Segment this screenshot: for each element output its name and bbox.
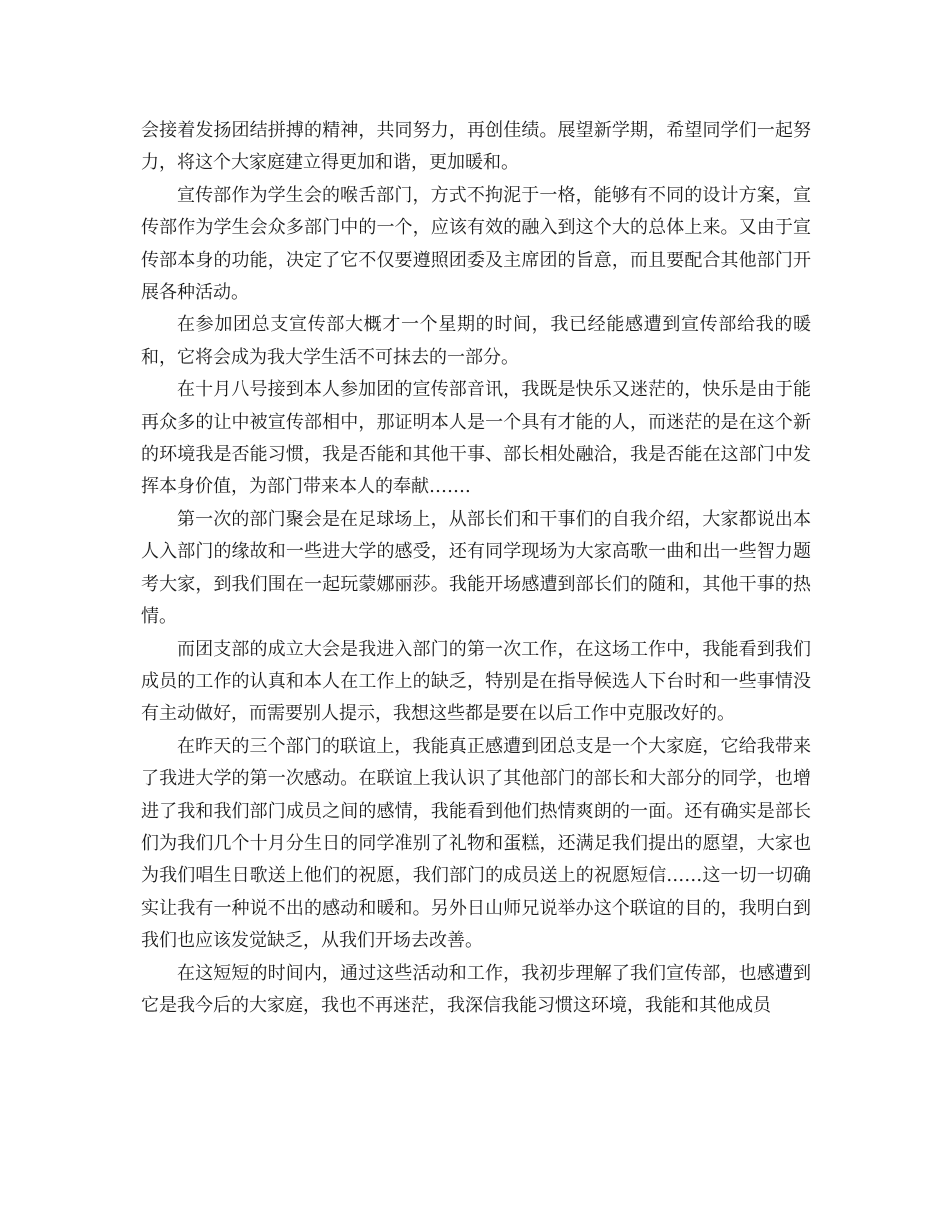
paragraph-3: 在参加团总支宣传部大概才一个星期的时间，我已经能感遭到宣传部给我的暖和，它将会成为我大学生活不可抹去的一部分。 — [141, 314, 811, 368]
paragraph-8: 在这短短的时间内，通过这些活动和工作，我初步理解了我们宣传部，也感遭到它是我今后的大家庭，我也不再迷茫，我深信我能习惯这环境，我能和其他成员 — [141, 962, 811, 1016]
paragraph-7: 在昨天的三个部门的联谊上，我能真正感遭到团总支是一个大家庭，它给我带来了我进大学的第一次感动。在联谊上我认识了其他部门的部长和大部分的同学，也增进了我和我们部门成员之间的感情，我能看到他们热情爽朗的一面。还有确实是部长们为我们几个十月分生日的同学准别了礼物和蛋糕，还满足我们提出的愿望，大家也为我们唱生日歌送上他们的祝愿，我们部门的成员送上的祝愿短信……这一切一切确实让我有一种说不出的感动和暖和。另外日山师兄说举办这个联谊的目的，我明白到我们也应该发觉缺乏，从我们开场去改善。 — [141, 735, 811, 952]
document-page — [141, 115, 811, 1022]
paragraph-5: 第一次的部门聚会是在足球场上，从部长们和干事们的自我介绍，大家都说出本人入部门的缘故和一些进大学的感受，还有同学现场为大家高歌一曲和出一些智力题考大家，到我们围在一起玩蒙娜丽莎。我能开场感遭到部长们的随和，其他干事的热情。 — [141, 508, 811, 628]
paragraph-4: 在十月八号接到本人参加团的宣传部音讯，我既是快乐又迷茫的，快乐是由于能再众多的让中被宣传部相中，那证明本人是一个具有才能的人，而迷茫的是在这个新的环境我是否能习惯，我是否能和其他干事、部长相处融洽，我是否能在这部门中发挥本身价值，为部门带来本人的奉献……. — [141, 379, 811, 498]
paragraph-6: 而团支部的成立大会是我进入部门的第一次工作，在这场工作中，我能看到我们成员的工作的认真和本人在工作上的缺乏，特别是在指导候选人下台时和一些事情没有主动做好，而需要别人提示，我想这些都是要在以后工作中克服改好的。 — [141, 638, 811, 725]
paragraph-1: 会接着发扬团结拼搏的精神，共同努力，再创佳绩。展望新学期，希望同学们一起努力，将这个大家庭建立得更加和谐，更加暖和。 — [141, 120, 811, 174]
paragraph-2: 宣传部作为学生会的喉舌部门，方式不拘泥于一格，能够有不同的设计方案，宣传部作为学生会众多部门中的一个，应该有效的融入到这个大的总体上来。又由于宣传部本身的功能，决定了它不仅要遵照团委及主席团的旨意，而且要配合其他部门开展各种活动。 — [141, 184, 811, 304]
